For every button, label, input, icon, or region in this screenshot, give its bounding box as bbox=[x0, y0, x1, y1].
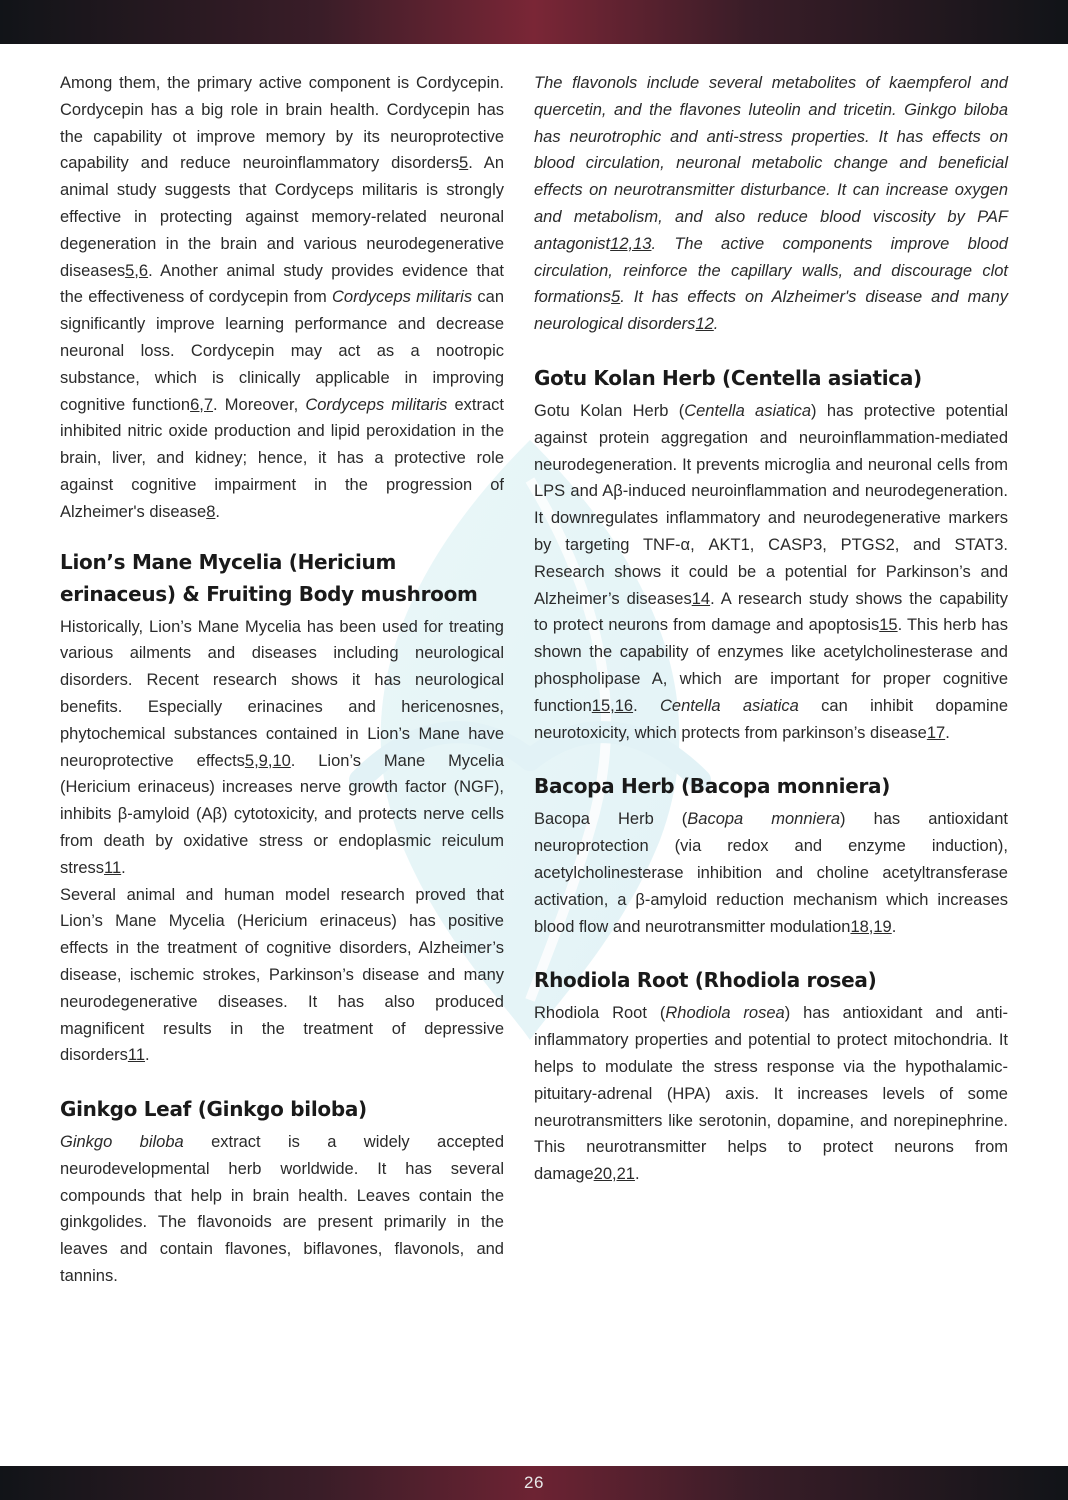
text-run: . Another animal study provides evidence that the effectiveness of cordycepin from bbox=[60, 261, 504, 307]
text-run: . bbox=[891, 917, 897, 936]
reference-citation: 5 bbox=[459, 154, 469, 173]
text-run: extract inhibited nitric oxide production and lipid peroxidation in the brain, liver, and kidney; hence, it has a protective role against cognitive impairment in the progression of Alzheimer's disease bbox=[60, 395, 505, 521]
ginkgo-paragraph-1 bbox=[60, 1129, 504, 1290]
italic-text-run: Centella asiatica bbox=[660, 696, 799, 715]
gotu-kolan-paragraph bbox=[534, 398, 1008, 746]
text-run: ) has protective potential against protein aggregation and neuroinflammation-mediated neurodegeneration. It prevents microglia and neuronal cells from LPS and Aβ-induced neuroinflammation and neurodegeneration. It downregulates inflammatory and neurodegenerative markers by targeting TNF-α, AKT1, CASP3, PTGS2, and STAT3. Research shows it could be a potential for Parkinson’s and Alzheimer’s diseases bbox=[534, 401, 1008, 608]
lions-mane-paragraph-1 bbox=[60, 614, 504, 882]
italic-text-run: Rhodiola rosea bbox=[665, 1004, 785, 1023]
italic-text-run: Centella asiatica bbox=[684, 401, 812, 420]
reference-citation: 20,21 bbox=[593, 1165, 635, 1184]
gotu-kolan-heading: Gotu Kolan Herb (Centella asiatica) bbox=[534, 365, 922, 390]
reference-citation: 15,16 bbox=[591, 696, 634, 715]
text-run: Gotu Kolan Herb ( bbox=[534, 401, 685, 420]
text-run: . Moreover, bbox=[213, 395, 306, 414]
text-run: . bbox=[634, 1165, 640, 1184]
lions-mane-heading: Lion’s Mane Mycelia (Hericium erinaceus) & Fruiting Body mushroom bbox=[60, 549, 478, 606]
text-run: . bbox=[121, 858, 126, 877]
reference-citation: 17 bbox=[926, 723, 946, 742]
text-run: . bbox=[145, 1046, 150, 1065]
text-run: ) has antioxidant and anti-inflammatory properties and potential to protect mitochondria. It helps to modulate the stress response via the hypothalamic-pituitary-adrenal (HPA) axis. It increases levels of some neurotransmitters like serotonin, dopamine, and norepinephrine. This neurotransmitter helps to protect neurons from damage bbox=[534, 1004, 1008, 1184]
ginkgo-heading: Ginkgo Leaf (Ginkgo biloba) bbox=[60, 1097, 367, 1122]
reference-citation: 5,6 bbox=[125, 261, 149, 280]
bacopa-paragraph bbox=[534, 806, 1008, 940]
right-column bbox=[534, 70, 1008, 1188]
reference-citation: 12,13 bbox=[610, 234, 652, 253]
reference-citation: 5,9,10 bbox=[244, 751, 291, 770]
lions-mane-paragraph-2 bbox=[60, 882, 504, 1070]
top-decorative-band bbox=[0, 0, 1068, 44]
reference-citation: 18,19 bbox=[850, 917, 892, 936]
italic-text-run: Bacopa monniera bbox=[687, 810, 841, 829]
reference-citation: 11 bbox=[104, 858, 122, 877]
text-run: . bbox=[945, 723, 950, 742]
left-column bbox=[60, 70, 504, 1290]
text-run: Historically, Lion’s Mane Mycelia has been used for treating various ailments and diseases including neurological disorders. Recent research shows it has neurological benefits. Especially erinacines and hericenosnes, phytochemical substances contained in Lion’s Mane have neuroprotective effects bbox=[60, 617, 504, 770]
page-number: 26 bbox=[524, 1473, 544, 1492]
reference-citation: 15 bbox=[879, 616, 898, 635]
text-run: . This herb has shown the capability of enzymes like acetylcholinesterase and phospholipase A, which are important for proper cognitive function bbox=[534, 616, 1008, 715]
reference-citation: 5 bbox=[611, 288, 621, 307]
italic-text-run: Ginkgo biloba bbox=[60, 1133, 184, 1152]
rhodiola-heading: Rhodiola Root (Rhodiola rosea) bbox=[534, 968, 877, 993]
italic-text-run: Cordyceps militaris bbox=[305, 395, 448, 414]
text-run: can inhibit dopamine neurotoxicity, which protects from parkinson’s disease bbox=[534, 696, 1008, 742]
reference-citation: 8 bbox=[206, 502, 216, 521]
text-run: Several animal and human model research proved that Lion’s Mane Mycelia (Hericium erinaceus) has positive effects in the treatment of cognitive disorders, Alzheimer’s disease, ischemic strokes, Parkinson’s disease and many neurodegenerative diseases. It has also produced magnificent results in the treatment of depressive disorders bbox=[60, 885, 504, 1065]
reference-citation: 12 bbox=[695, 315, 714, 334]
text-run: . An animal study suggests that Cordyceps militaris is strongly effective in protecting against memory-related neuronal degeneration in the brain and various neurodegenerative diseases bbox=[60, 154, 504, 280]
text-run: ) has antioxidant neuroprotection (via redox and enzyme induction), acetylcholinesterase inhibition and choline acetyltransferase activation, a β-amyloid reduction mechanism which increases blood flow and neurotransmitter modulation bbox=[534, 810, 1008, 936]
bacopa-heading: Bacopa Herb (Bacopa monniera) bbox=[534, 774, 891, 799]
ginkgo-paragraph-2 bbox=[534, 70, 1008, 338]
rhodiola-paragraph bbox=[534, 1000, 1008, 1188]
text-run: Among them, the primary active component is Cordycepin. Cordycepin has a big role in brain health. Cordycepin has the capability ot improve memory by its neuroprotective capability and reduce neuroinflammatory disorders bbox=[60, 74, 504, 173]
italic-text-run: The flavonols include several metabolites of kaempferol and quercetin, and the flavones luteolin and tricetin. Ginkgo biloba has neurotrophic and anti-stress properties. It has effects on blood circulation, neuronal metabolic change and beneficial effects on neurotransmitter disturbance. It can increase oxygen and metabolism, and also reduce blood viscosity by PAF antagonist bbox=[534, 74, 1008, 253]
text-run: Rhodiola Root ( bbox=[534, 1004, 666, 1023]
text-run: Bacopa Herb ( bbox=[534, 810, 688, 829]
italic-text-run: . bbox=[713, 315, 719, 334]
text-run: . A research study shows the capability to protect neurons from damage and apoptosis bbox=[534, 589, 1008, 635]
reference-citation: 6,7 bbox=[190, 395, 214, 414]
text-run: . Lion’s Mane Mycelia (Hericium erinaceus) increases nerve growth factor (NGF), inhibits β-amyloid (Aβ) cytotoxicity, and protects nerve cells from death by oxidative stress or endoplasmic reiculum stress bbox=[60, 751, 504, 877]
bottom-decorative-band bbox=[0, 1466, 1068, 1500]
italic-text-run: . It has effects on Alzheimer's disease and many neurological disorders bbox=[534, 288, 1008, 334]
reference-citation: 14 bbox=[691, 589, 711, 608]
text-run: . bbox=[215, 502, 220, 521]
text-run: extract is a widely accepted neurodevelopmental herb worldwide. It has several compounds that help in brain health. Leaves contain the ginkgolides. The flavonoids are present primarily in the leaves and contain flavones, biflavones, flavonols, and tannins. bbox=[60, 1133, 504, 1286]
italic-text-run: . The active components improve blood circulation, reinforce the capillary walls, and discourage clot formations bbox=[534, 234, 1008, 307]
italic-text-run: Cordyceps militaris bbox=[332, 288, 473, 307]
cordycepin-paragraph bbox=[60, 70, 504, 526]
reference-citation: 11 bbox=[127, 1046, 146, 1065]
text-run: . bbox=[633, 696, 661, 715]
text-run: can significantly improve learning performance and decrease neuronal loss. Cordycepin may act as a nootropic substance, which is clinically applicable in improving cognitive function bbox=[60, 288, 504, 414]
